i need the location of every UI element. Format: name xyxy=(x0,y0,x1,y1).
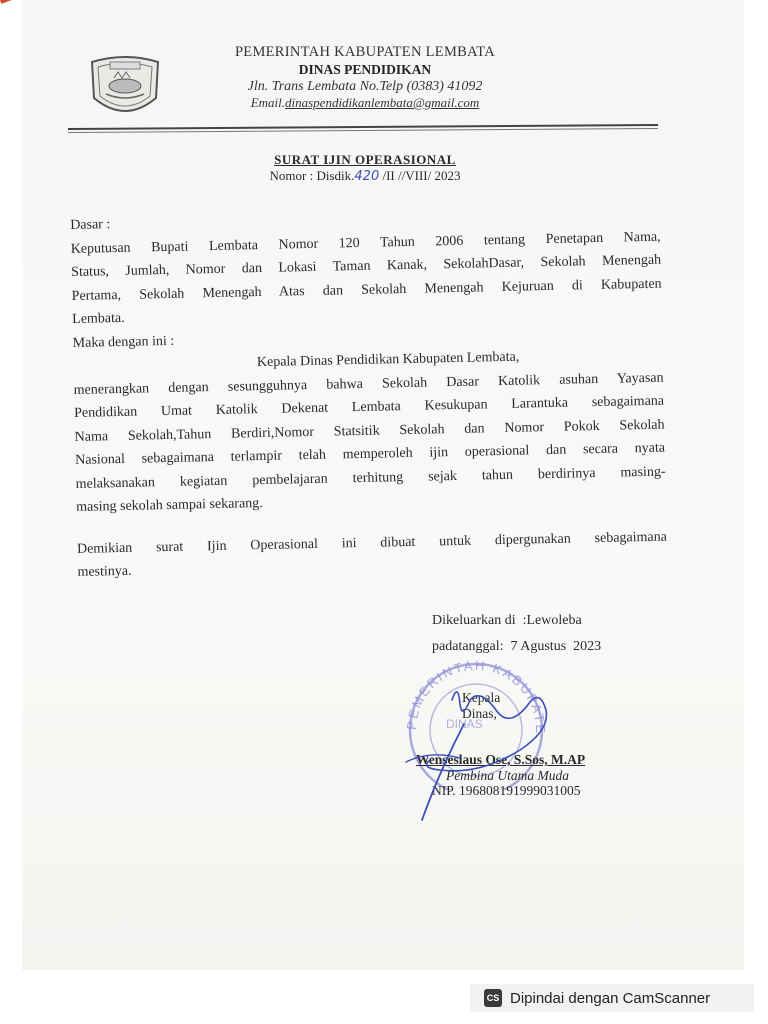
letterhead-agency: DINAS PENDIDIKAN xyxy=(298,62,432,77)
letterhead-email: dinaspendidikanlembata@gmail.com xyxy=(285,95,480,110)
camscanner-label: Dipindai dengan CamScanner xyxy=(510,989,711,1007)
document-title: SURAT IJIN OPERASIONAL xyxy=(274,152,456,167)
dasar-line: Pertama, Sekolah Menengah Atas dan Sekolah Menengah Kejuruan di Kabupaten xyxy=(71,276,662,304)
camscanner-watermark xyxy=(470,984,754,1012)
paragraph-line: menerangkan dengan sesungguhnya bahwa Sekolah Dasar Katolik asuhan Yayasan xyxy=(73,370,664,398)
dasar-line: Status, Jumlah, Nomor dan Lokasi Taman Kanak, SekolahDasar, Sekolah Menengah xyxy=(71,252,662,280)
stamp-inner-text: DINAS xyxy=(446,717,483,731)
document-number-prefix: Nomor : Disdik. xyxy=(269,168,355,183)
lembata-regency-crest-icon xyxy=(86,54,164,120)
document-number xyxy=(230,168,500,184)
issuance-place: Dikeluarkan di :Lewoleba xyxy=(432,613,582,628)
letter-body xyxy=(70,202,668,585)
closing-line: Demikian surat Ijin Operasional ini dibuat untuk dipergunakan sebagaimana xyxy=(76,529,668,557)
document-number-handwritten: 420 xyxy=(354,169,380,184)
dasar-label: Dasar : xyxy=(70,217,111,233)
signatory-name: Wenseslaus Ose, S.Sos, M.AP xyxy=(416,752,586,767)
issuance-date: padatanggal: 7 Agustus 2023 xyxy=(432,639,602,654)
camscanner-logo-icon: CS xyxy=(484,989,502,1007)
kepala-line: Kepala Dinas Pendidikan Kabupaten Lembata, xyxy=(256,349,520,371)
signatory-rank: Pembina Utama Muda xyxy=(446,768,569,783)
signatory-nip: NIP. 196808191999031005 xyxy=(432,783,581,798)
letterhead-government: PEMERINTAH KABUPATEN LEMBATA xyxy=(234,44,496,60)
paragraph-line: melaksanakan kegiatan pembelajaran terhitung sejak tahun berdirinya masing- xyxy=(75,464,666,492)
letterhead xyxy=(200,44,530,111)
scan-edge-mark xyxy=(0,0,15,4)
letterhead-email-prefix: Email. xyxy=(250,95,285,110)
handwritten-signature xyxy=(400,680,580,830)
dasar-line: Lembata. xyxy=(72,310,125,327)
document-title-block xyxy=(230,152,500,184)
paragraph-line: Pendidikan Umat Katolik Dekenat Lembata Kesukupan Larantuka sebagaimana xyxy=(74,393,665,421)
document-number-suffix: /II //VIII/ 2023 xyxy=(379,168,461,183)
paragraph-line: masing sekolah sampai sekarang. xyxy=(75,496,263,515)
paragraph-line: Nama Sekolah,Tahun Berdiri,Nomor Statsitik Sekolah dan Nomor Pokok Sekolah xyxy=(74,417,665,445)
signatory-position: Kepala Dinas, xyxy=(462,690,501,721)
maka-label: Maka dengan ini : xyxy=(72,333,175,351)
paragraph-line: Nasional sebagaimana terlampir telah memperoleh ijin operasional dan secara nyata xyxy=(75,440,666,468)
closing-line: mestinya. xyxy=(77,563,132,580)
stamp-arc-text: PEMERINTAH KABUPATE xyxy=(403,657,549,736)
letterhead-address: Jln. Trans Lembata No.Telp (0383) 41092 xyxy=(247,79,483,94)
dasar-line: Keputusan Bupati Lembata Nomor 120 Tahun 2006 tentang Penetapan Nama, xyxy=(70,229,661,257)
letterhead-email-line xyxy=(200,95,530,111)
